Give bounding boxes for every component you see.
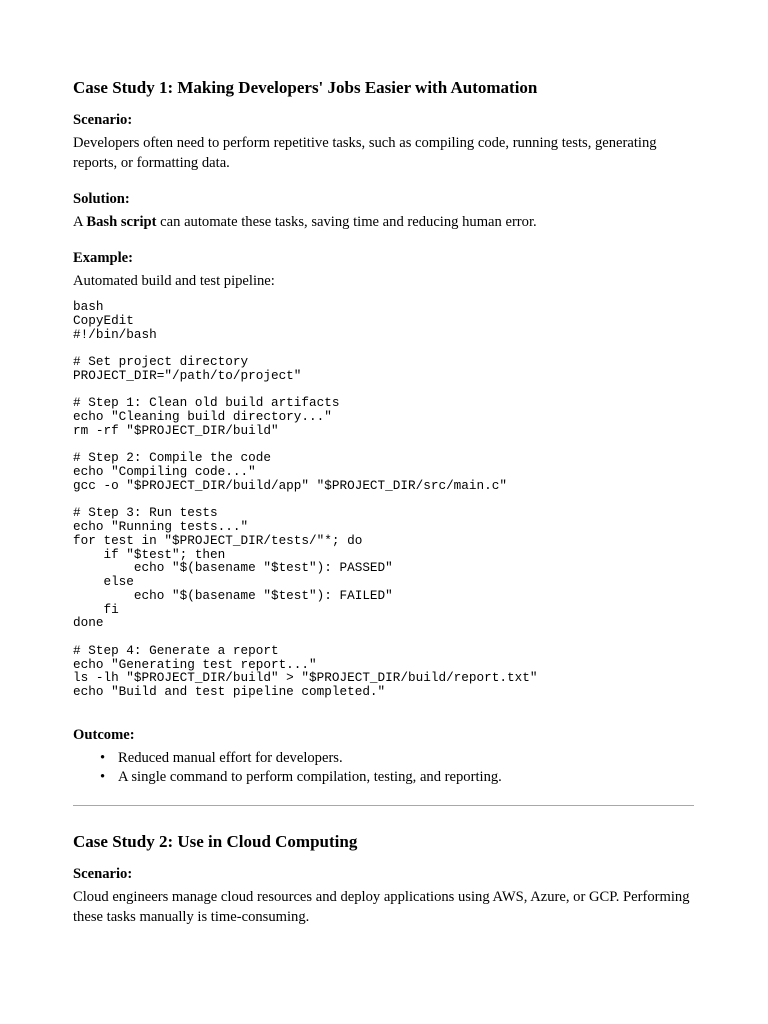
outcome-text: A single command to perform compilation, testing, and reporting. xyxy=(118,769,502,785)
case-study-1-outcome-label: Outcome: xyxy=(73,727,135,743)
case-study-2-scenario-label: Scenario: xyxy=(73,866,133,882)
case-study-1-example-label: Example: xyxy=(73,250,133,266)
case-study-1-scenario-label: Scenario: xyxy=(73,112,133,128)
section-divider xyxy=(73,805,694,806)
case-study-2-scenario-text: Cloud engineers manage cloud resources and deploy applications using AWS, Azure, or GCP. Performing these tasks manually is time-consuming. xyxy=(73,889,690,925)
case-study-2-title: Case Study 2: Use in Cloud Computing xyxy=(73,832,358,851)
outcome-list xyxy=(73,749,502,787)
case-study-1-solution-text xyxy=(73,213,695,233)
solution-suffix: can automate these tasks, saving time and reducing human error. xyxy=(156,214,537,230)
case-study-1-example-intro: Automated build and test pipeline: xyxy=(73,273,275,289)
case-study-1-title: Case Study 1: Making Developers' Jobs Easier with Automation xyxy=(73,78,538,97)
bullet-icon: • xyxy=(100,750,106,766)
solution-prefix: A xyxy=(73,214,87,230)
outcome-list-item xyxy=(73,768,502,787)
case-study-1-solution-label: Solution: xyxy=(73,191,130,207)
outcome-list-item xyxy=(73,749,502,768)
bash-code-block: bash CopyEdit #!/bin/bash # Set project directory PROJECT_DIR="/path/to/project" # Step 1: Clean old build artifacts echo "Cleaning build directory..." rm -rf "$PROJECT_DIR/build" # Step 2: Compile the code echo "Compiling code..." gcc -o "$PROJECT_DIR/build/app" "$PROJECT_DIR/src/main.c" # Step 3: Run tests echo "Running tests..." for test in "$PROJECT_DIR/tests/"*; do if "$test"; then echo "$(basename "$test"): PASSED" else echo "$(basename "$test"): FAILED" fi done # Step 4: Generate a report echo "Generating test report..." ls -lh "$PROJECT_DIR/build" > "$PROJECT_DIR/build/report.txt" echo "Build and test pipeline completed." xyxy=(73,299,538,699)
outcome-text: Reduced manual effort for developers. xyxy=(118,750,343,766)
case-study-1-scenario-text: Developers often need to perform repetitive tasks, such as compiling code, running tests, generating reports, or formatting data. xyxy=(73,135,657,171)
solution-bold-term: Bash script xyxy=(86,214,157,230)
bullet-icon: • xyxy=(100,769,106,785)
